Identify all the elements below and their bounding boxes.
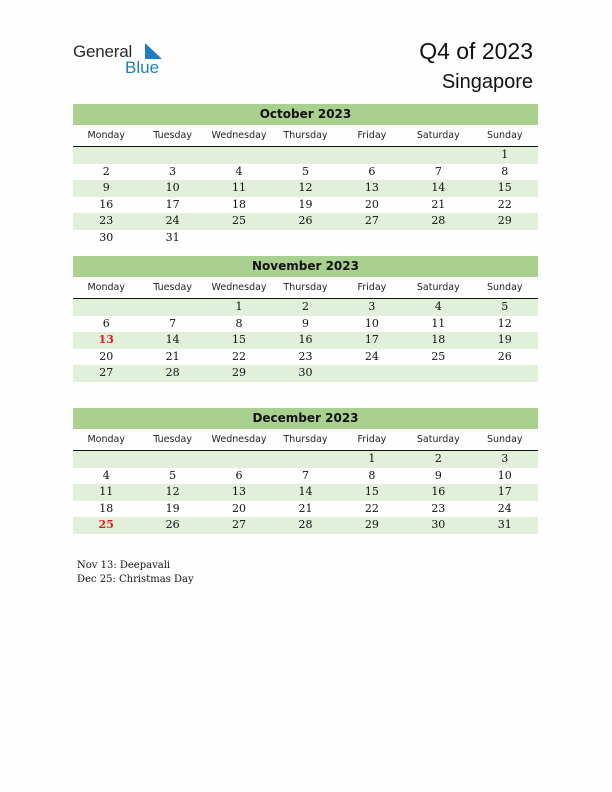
- day-cell: 15: [364, 485, 379, 499]
- day-cell: 3: [169, 164, 177, 178]
- holiday-notes: [77, 559, 194, 586]
- day-cell: 5: [501, 300, 509, 313]
- weekday-label: Friday: [357, 434, 387, 445]
- weekday-label: Saturday: [416, 282, 460, 293]
- day-cell: 8: [501, 164, 509, 178]
- day-cell: 25: [431, 349, 446, 363]
- day-cell: 18: [99, 501, 114, 515]
- day-cell: [139, 451, 205, 468]
- day-cell: 20: [99, 349, 114, 363]
- day-cell: 11: [99, 485, 114, 499]
- page-subtitle: Singapore: [441, 71, 533, 93]
- weekday-label: Friday: [357, 282, 387, 293]
- weekday-label: Tuesday: [153, 434, 192, 445]
- day-cell: 18: [232, 197, 247, 211]
- day-cell: 10: [497, 468, 512, 482]
- day-cell: 11: [431, 316, 446, 330]
- month-title: October 2023: [73, 104, 538, 125]
- day-cell: [272, 230, 338, 247]
- day-cell: 8: [368, 468, 376, 482]
- day-cell: 30: [99, 230, 114, 244]
- week-row: [73, 230, 538, 247]
- day-cell: [206, 451, 272, 468]
- day-cell: [272, 147, 338, 164]
- weekday-label: Wednesday: [211, 130, 267, 141]
- week-row: [73, 501, 538, 518]
- week-row: [73, 349, 538, 366]
- day-cell: 2: [434, 452, 442, 465]
- day-cell: 21: [165, 349, 180, 363]
- day-cell: 13: [98, 333, 114, 347]
- day-cell: 16: [298, 333, 313, 347]
- week-row: [73, 164, 538, 181]
- day-cell: 4: [102, 468, 110, 482]
- day-cell: 6: [102, 316, 110, 330]
- day-cell: 19: [497, 333, 512, 347]
- day-cell: 25: [98, 518, 114, 532]
- weekday-label: Thursday: [283, 130, 328, 141]
- day-cell: [472, 230, 538, 247]
- weekday-label: Thursday: [283, 282, 328, 293]
- day-cell: 28: [298, 518, 313, 532]
- day-cell: [339, 147, 405, 164]
- day-cell: 14: [298, 485, 313, 499]
- day-cell: 6: [235, 468, 243, 482]
- day-cell: [139, 299, 205, 316]
- weekday-label: Monday: [87, 130, 125, 141]
- weekday-label: Monday: [87, 282, 125, 293]
- day-cell: 10: [364, 316, 379, 330]
- day-cell: 30: [298, 366, 313, 380]
- weekday-label: Tuesday: [153, 282, 192, 293]
- day-cell: 4: [434, 300, 442, 313]
- month-december: [73, 408, 538, 534]
- weekday-label: Monday: [87, 434, 125, 445]
- day-cell: 28: [165, 366, 180, 380]
- weekday-label: Thursday: [283, 434, 328, 445]
- weekday-header-row: [73, 279, 538, 299]
- day-cell: 7: [169, 316, 177, 330]
- weekday-label: Sunday: [486, 282, 523, 293]
- day-cell: 22: [364, 501, 379, 515]
- day-cell: 12: [165, 485, 180, 499]
- logo-general-text: General: [73, 42, 133, 61]
- day-cell: [73, 147, 139, 164]
- day-cell: 1: [501, 148, 509, 161]
- day-cell: [73, 451, 139, 468]
- day-cell: 12: [298, 181, 313, 195]
- day-cell: [339, 365, 405, 382]
- day-cell: 13: [364, 181, 379, 195]
- day-cell: 16: [431, 485, 446, 499]
- day-cell: 28: [431, 214, 446, 228]
- day-cell: 12: [497, 316, 512, 330]
- month-november: [73, 256, 538, 382]
- day-cell: 26: [165, 518, 180, 532]
- day-cell: 3: [501, 452, 509, 465]
- day-cell: 9: [301, 316, 309, 330]
- day-cell: 27: [99, 366, 114, 380]
- holiday-note: Dec 25: Christmas Day: [77, 573, 194, 585]
- day-cell: [405, 365, 471, 382]
- day-cell: 17: [364, 333, 379, 347]
- day-cell: [206, 147, 272, 164]
- day-cell: 2: [102, 164, 110, 178]
- day-cell: 16: [99, 197, 114, 211]
- day-cell: 1: [368, 452, 376, 465]
- day-cell: 29: [232, 366, 247, 380]
- day-cell: 29: [497, 214, 512, 228]
- day-cell: 5: [301, 164, 309, 178]
- day-cell: 1: [235, 300, 243, 313]
- day-cell: 23: [298, 349, 313, 363]
- day-cell: 14: [165, 333, 180, 347]
- week-row: [73, 180, 538, 197]
- day-cell: 24: [497, 501, 512, 515]
- day-cell: 26: [497, 349, 512, 363]
- week-row: [73, 316, 538, 333]
- day-cell: 27: [364, 214, 379, 228]
- day-cell: 9: [434, 468, 442, 482]
- day-cell: [139, 147, 205, 164]
- day-cell: 30: [431, 518, 446, 532]
- day-cell: 4: [235, 164, 243, 178]
- weekday-label: Wednesday: [211, 434, 267, 445]
- logo: [73, 42, 183, 78]
- week-row: [73, 365, 538, 382]
- day-cell: 24: [165, 214, 180, 228]
- week-row: [73, 147, 538, 164]
- logo-blue-text: Blue: [125, 58, 160, 77]
- week-row: [73, 468, 538, 485]
- day-cell: 7: [434, 164, 442, 178]
- day-cell: [405, 147, 471, 164]
- day-cell: 3: [368, 300, 376, 313]
- day-cell: [339, 230, 405, 247]
- weekday-header-row: [73, 431, 538, 451]
- page-title: Q4 of 2023: [419, 38, 533, 64]
- day-cell: 18: [431, 333, 446, 347]
- day-cell: 27: [232, 518, 247, 532]
- weekday-label: Sunday: [486, 434, 523, 445]
- week-row: [73, 517, 538, 534]
- holiday-note: Nov 13: Deepavali: [77, 560, 171, 571]
- day-cell: 29: [364, 518, 379, 532]
- day-cell: 15: [232, 333, 247, 347]
- day-cell: 25: [232, 214, 247, 228]
- day-cell: 26: [298, 214, 313, 228]
- day-cell: 22: [232, 349, 247, 363]
- week-row: [73, 197, 538, 214]
- day-cell: 17: [497, 485, 512, 499]
- month-october: [73, 104, 538, 247]
- day-cell: 17: [165, 197, 180, 211]
- day-cell: 20: [232, 501, 247, 515]
- week-row: [73, 299, 538, 316]
- day-cell: 22: [497, 197, 512, 211]
- day-cell: [206, 230, 272, 247]
- day-cell: 6: [368, 164, 376, 178]
- weekday-label: Sunday: [486, 130, 523, 141]
- day-cell: [73, 299, 139, 316]
- day-cell: 19: [165, 501, 180, 515]
- weekday-label: Saturday: [416, 130, 460, 141]
- day-cell: 20: [364, 197, 379, 211]
- weekday-header-row: [73, 127, 538, 147]
- day-cell: 11: [232, 181, 247, 195]
- day-cell: 10: [165, 181, 180, 195]
- day-cell: 8: [235, 316, 243, 330]
- day-cell: 19: [298, 197, 313, 211]
- week-row: [73, 213, 538, 230]
- month-title: November 2023: [73, 256, 538, 277]
- day-cell: 31: [165, 230, 180, 244]
- weekday-label: Saturday: [416, 434, 460, 445]
- week-row: [73, 332, 538, 349]
- day-cell: 21: [431, 197, 446, 211]
- week-row: [73, 451, 538, 468]
- day-cell: [405, 230, 471, 247]
- day-cell: 13: [232, 485, 247, 499]
- day-cell: [272, 451, 338, 468]
- weekday-label: Wednesday: [211, 282, 267, 293]
- day-cell: 31: [497, 518, 512, 532]
- day-cell: [472, 365, 538, 382]
- weekday-label: Friday: [357, 130, 387, 141]
- day-cell: 15: [497, 181, 512, 195]
- weekday-label: Tuesday: [153, 130, 192, 141]
- day-cell: 5: [169, 468, 177, 482]
- week-row: [73, 484, 538, 501]
- day-cell: 7: [301, 468, 309, 482]
- day-cell: 23: [431, 501, 446, 515]
- day-cell: 14: [431, 181, 446, 195]
- day-cell: 23: [99, 214, 114, 228]
- month-title: December 2023: [73, 408, 538, 429]
- day-cell: 9: [102, 181, 110, 195]
- day-cell: 21: [298, 501, 313, 515]
- day-cell: 24: [364, 349, 379, 363]
- day-cell: 2: [301, 300, 309, 313]
